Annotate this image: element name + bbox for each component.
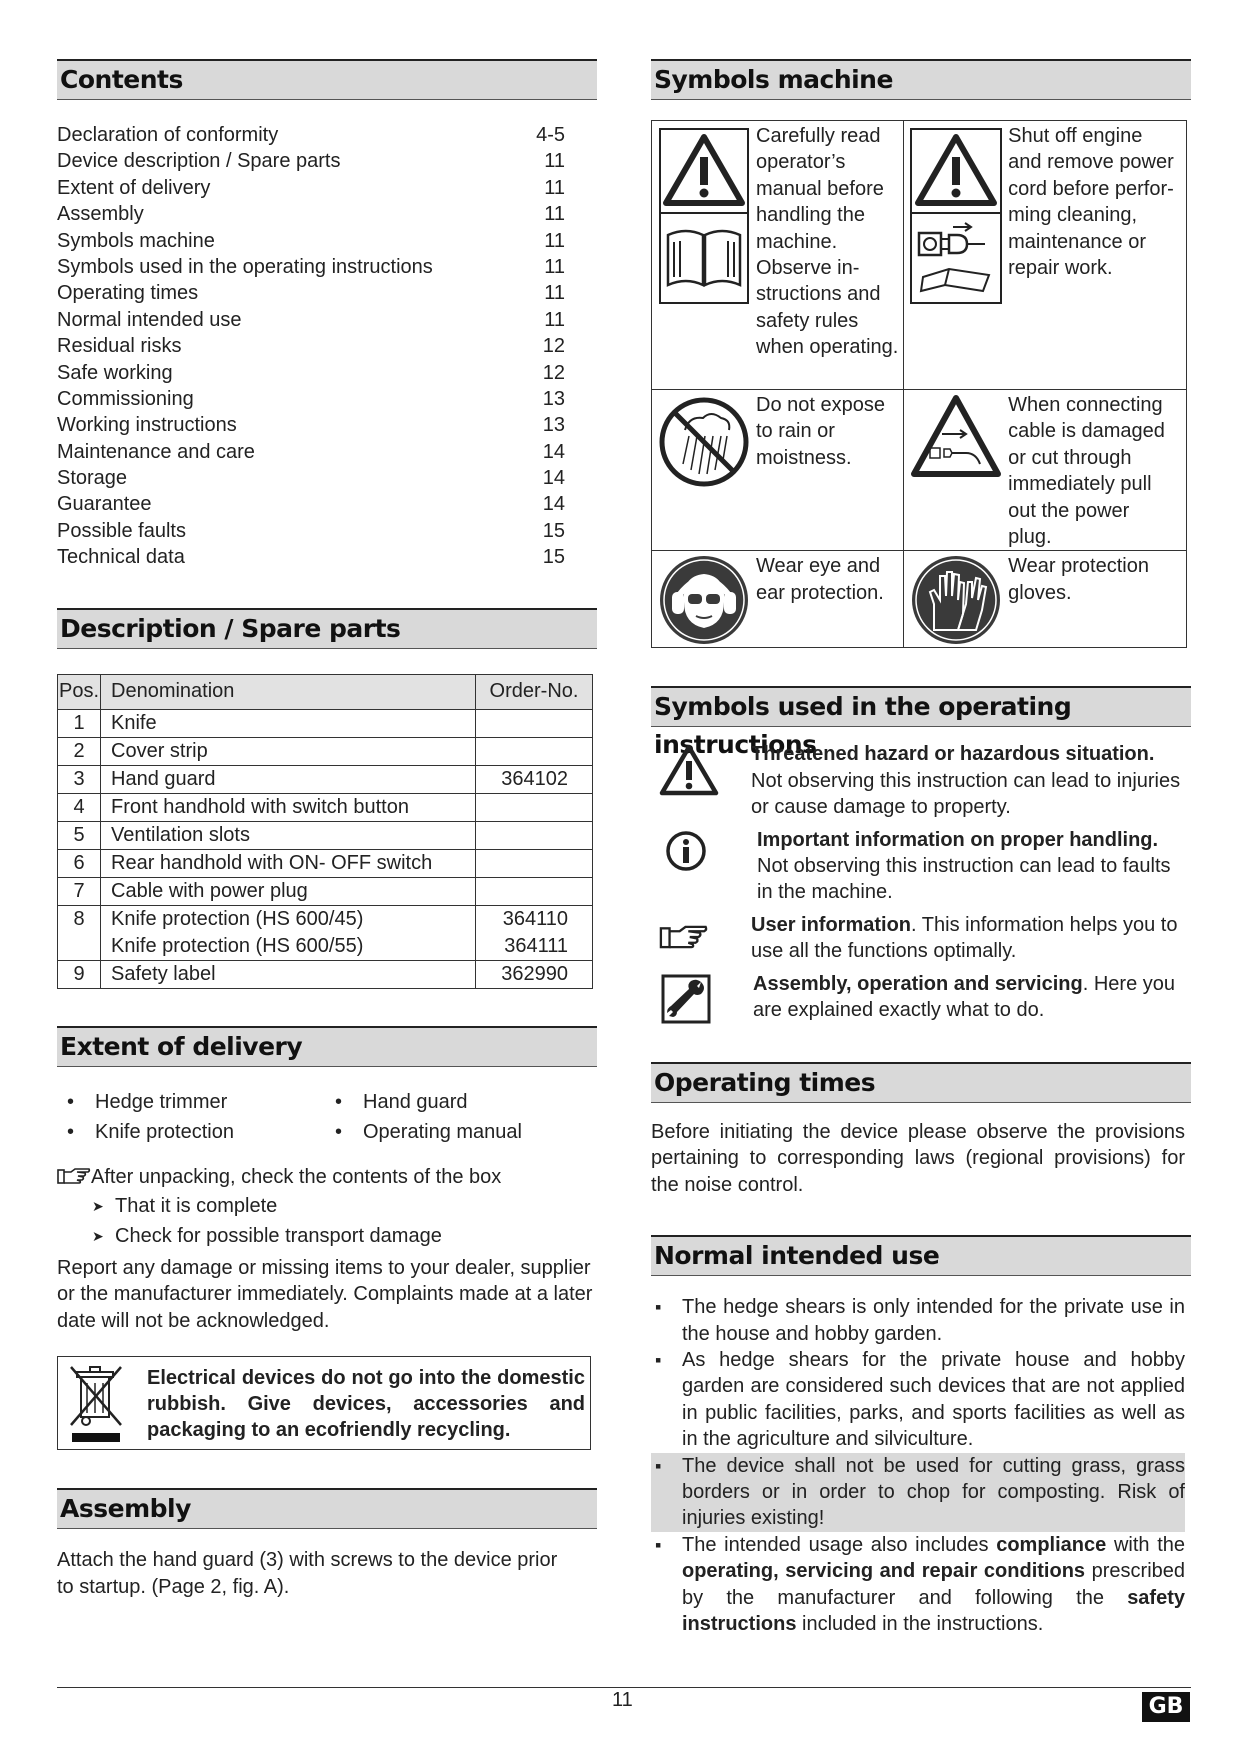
- denomination-cell: Safety label: [101, 960, 476, 988]
- list-item: ▪ As hedge shears for the private house and hobby garden are considered such devices that are not applied in public facilities, parks, and sports facilities as well as in the agriculture and silviculture.: [651, 1347, 1185, 1453]
- symbol-text: Carefully read operator’s manual before handling the machine. Observe in-structions and safety rules when operating.: [756, 125, 899, 359]
- symbol-cell: [904, 390, 1187, 551]
- list-item: ▪ The device shall not be used for cutting grass, grass borders or in order to chop for composting. Risk of injuries existing!: [651, 1453, 1185, 1532]
- symbol-text: Wear protection gloves.: [1008, 555, 1149, 604]
- crossed-bin-icon: [66, 1361, 126, 1445]
- toc-entry: [57, 333, 565, 359]
- symbol-cell: [904, 551, 1187, 648]
- toc-page: 11: [544, 176, 565, 199]
- order-cell: [476, 849, 593, 877]
- order-cell: [476, 821, 593, 849]
- toc-label: Symbols used in the operating instructions: [57, 255, 433, 278]
- list-item: [651, 971, 1191, 1024]
- toc-entry: [57, 122, 565, 148]
- toc-page: 11: [544, 308, 565, 331]
- check-instruction: [57, 1163, 597, 1191]
- toc-label: Working instructions: [57, 414, 237, 437]
- unplug-before-maintenance-icon: [909, 127, 1003, 305]
- assembly-text: Attach the hand guard (3) with screws to the device prior to startup. (Page 2, fig. A).: [57, 1549, 558, 1598]
- symbol-cell: [652, 390, 904, 551]
- toc-label: Normal intended use: [57, 308, 242, 331]
- order-cell: 364110: [476, 905, 593, 933]
- denomination-header: Denomination: [101, 674, 476, 709]
- toc-page: 11: [544, 255, 565, 278]
- toc-entry: [57, 465, 565, 491]
- check-text: After unpacking, check the contents of the box: [91, 1165, 502, 1188]
- report-paragraph: Report any damage or missing items to your dealer, supplier or the manufacturer immediately. Complaints made at a later date will not be acknowledged.: [57, 1256, 593, 1332]
- toc-label: Symbols machine: [57, 229, 215, 252]
- info-bold: Important information on proper handling.: [757, 828, 1159, 851]
- right-column: [651, 59, 1191, 1637]
- list-item: [651, 741, 1191, 820]
- pos-cell: 2: [58, 737, 101, 765]
- user-info-bold: User information: [751, 913, 912, 936]
- toc-label: Safe working: [57, 361, 173, 384]
- toc-label: Operating times: [57, 282, 199, 305]
- pointing-hand-icon: [659, 924, 709, 950]
- pos-cell: 5: [58, 821, 101, 849]
- delivery-heading: Extent of delivery: [57, 1026, 597, 1067]
- pos-cell: 9: [58, 960, 101, 988]
- operating-times-text: Before initiating the device please observe the provisions pertaining to corresponding laws (regional provisions) for the noise control.: [651, 1120, 1185, 1196]
- toc-page: 13: [542, 414, 565, 437]
- hazard-text: Not observing this instruction can lead to injuries or cause damage to property.: [751, 769, 1181, 819]
- wrench-icon: [661, 974, 711, 1024]
- toc-page: 11: [544, 229, 565, 252]
- info-text: Not observing this instruction can lead to faults in the machine.: [757, 855, 1171, 904]
- toc-entry: [57, 148, 565, 174]
- pos-header: Pos.: [58, 674, 101, 709]
- toc-entry: [57, 412, 565, 438]
- recycling-text: Electrical devices do not go into the domestic rubbish. Give devices, accessories and packaging to an ecofriendly recycling.: [147, 1367, 585, 1442]
- toc-entry: [57, 254, 565, 280]
- order-cell: [476, 737, 593, 765]
- table-header-row: [58, 674, 593, 709]
- toc-label: Device description / Spare parts: [57, 150, 341, 173]
- symbols-instructions-heading: Symbols used in the operating instructions: [651, 686, 1191, 727]
- toc-page: 13: [542, 387, 565, 410]
- symbol-text: When connecting cable is damaged or cut through immediately pull out the power plug.: [1008, 394, 1165, 549]
- list-item: • Hand guard: [325, 1087, 522, 1117]
- toc-label: Residual risks: [57, 335, 182, 358]
- symbol-cell: [904, 121, 1187, 390]
- symbol-text: Wear eye and ear protection.: [756, 555, 884, 604]
- toc-page: 14: [542, 440, 565, 463]
- toc-entry: [57, 544, 565, 570]
- toc-label: Storage: [57, 467, 128, 490]
- toc-label: Maintenance and care: [57, 440, 255, 463]
- order-cell: 364102: [476, 765, 593, 793]
- user-info-text: . This information helps you to use all the functions optimally.: [751, 913, 1178, 963]
- denomination-cell: Rear handhold with ON- OFF switch: [101, 849, 476, 877]
- symbols-machine-heading: Symbols machine: [651, 59, 1191, 100]
- info-icon: [665, 830, 707, 872]
- list-item: ➤ Check for possible transport damage: [57, 1221, 597, 1251]
- toc-page: 12: [542, 335, 565, 358]
- toc-entry: [57, 228, 565, 254]
- recycling-notice: [57, 1356, 591, 1450]
- denomination-cell: Knife protection (HS 600/55): [101, 933, 476, 961]
- order-cell: 362990: [476, 960, 593, 988]
- order-cell: 364111: [476, 933, 593, 961]
- toc-label: Technical data: [57, 546, 185, 569]
- list-item: ▪ The hedge shears is only intended for the private use in the house and hobby garden.: [651, 1294, 1185, 1347]
- toc-page: 14: [542, 467, 565, 490]
- denomination-cell: Cable with power plug: [101, 877, 476, 905]
- spare-parts-table: [57, 674, 593, 989]
- toc-entry: [57, 307, 565, 333]
- table-of-contents: [57, 122, 597, 571]
- warning-icon: [659, 744, 719, 796]
- left-column: [57, 59, 597, 1600]
- table-row: [58, 821, 593, 849]
- denomination-cell: Front handhold with switch button: [101, 793, 476, 821]
- denomination-cell: Hand guard: [101, 765, 476, 793]
- list-item: ➤ That it is complete: [57, 1191, 597, 1221]
- list-item: • Operating manual: [325, 1117, 522, 1147]
- instruction-symbols-list: [651, 741, 1191, 1023]
- order-cell: [476, 877, 593, 905]
- toc-page: 11: [544, 150, 565, 173]
- page-number: 11: [612, 1689, 633, 1711]
- no-rain-icon: [657, 394, 751, 490]
- toc-page: 4-5: [536, 124, 565, 146]
- table-row: [58, 737, 593, 765]
- eye-ear-protection-icon: [658, 554, 750, 646]
- list-item: • Knife protection: [57, 1117, 325, 1147]
- toc-page: 15: [542, 519, 565, 542]
- order-header: Order-No.: [476, 674, 593, 709]
- toc-label: Commissioning: [57, 387, 194, 410]
- contents-heading: Contents: [57, 59, 597, 100]
- toc-page: 11: [544, 282, 565, 305]
- intended-use-list: [651, 1294, 1191, 1637]
- table-row: [58, 933, 593, 961]
- denomination-cell: Ventilation slots: [101, 821, 476, 849]
- order-cell: [476, 793, 593, 821]
- symbol-text: Do not expose to rain or moistness.: [756, 394, 885, 469]
- warning-read-manual-icon: [658, 127, 750, 305]
- list-item: [651, 827, 1191, 906]
- toc-page: 14: [542, 493, 565, 516]
- pos-cell: 8: [58, 905, 101, 933]
- pos-cell: [58, 933, 101, 961]
- pointing-hand-icon: [57, 1167, 91, 1185]
- hazard-bold: Threatened hazard or hazardous situation.: [751, 743, 1155, 766]
- toc-label: Assembly: [57, 203, 144, 226]
- table-row: [58, 765, 593, 793]
- assembly-info-text: . Here you are explained exactly what to do.: [753, 972, 1175, 1022]
- toc-page: 12: [542, 361, 565, 384]
- list-item: [651, 912, 1191, 965]
- pos-cell: 4: [58, 793, 101, 821]
- protection-gloves-icon: [910, 554, 1002, 646]
- toc-page: 11: [544, 203, 565, 226]
- toc-label: Possible faults: [57, 519, 186, 542]
- denomination-cell: Knife protection (HS 600/45): [101, 905, 476, 933]
- toc-label: Extent of delivery: [57, 176, 211, 199]
- denomination-cell: Knife: [101, 709, 476, 737]
- table-row: [58, 877, 593, 905]
- order-cell: [476, 709, 593, 737]
- toc-entry: [57, 491, 565, 517]
- toc-entry: [57, 360, 565, 386]
- damaged-cable-icon: [908, 392, 1004, 482]
- toc-entry: [57, 201, 565, 227]
- toc-entry: [57, 439, 565, 465]
- symbol-cell: [652, 121, 904, 390]
- operating-times-heading: Operating times: [651, 1062, 1191, 1103]
- table-row: [58, 905, 593, 933]
- pos-cell: 6: [58, 849, 101, 877]
- toc-entry: [57, 518, 565, 544]
- symbol-text: Shut off engine and remove power cord before perfor-ming cleaning, maintenance or repair work.: [1008, 125, 1174, 280]
- toc-entry: [57, 175, 565, 201]
- pos-cell: 3: [58, 765, 101, 793]
- table-row: [58, 709, 593, 737]
- symbol-cell: [652, 551, 904, 648]
- toc-entry: [57, 386, 565, 412]
- list-item: ▪ The intended usage also includes compliance with the operating, servicing and repair conditions prescribed by the manufacturer and following the safety instructions included in the instructions.: [651, 1532, 1185, 1638]
- list-item: • Hedge trimmer: [57, 1087, 325, 1117]
- symbols-machine-table: [651, 120, 1187, 648]
- pos-cell: 1: [58, 709, 101, 737]
- table-row: [58, 849, 593, 877]
- footer-divider: [57, 1687, 1191, 1688]
- delivery-list: [57, 1087, 597, 1147]
- table-row: [58, 960, 593, 988]
- intended-use-heading: Normal intended use: [651, 1235, 1191, 1276]
- toc-page: 15: [542, 546, 565, 569]
- toc-entry: [57, 280, 565, 306]
- toc-label: Declaration of conformity: [57, 124, 279, 146]
- table-row: [58, 793, 593, 821]
- language-badge: GB: [1142, 1692, 1190, 1722]
- assembly-bold: Assembly, operation and servicing: [753, 972, 1083, 995]
- spare-parts-heading: Description / Spare parts: [57, 608, 597, 649]
- denomination-cell: Cover strip: [101, 737, 476, 765]
- assembly-heading: Assembly: [57, 1488, 597, 1529]
- toc-label: Guarantee: [57, 493, 152, 516]
- pos-cell: 7: [58, 877, 101, 905]
